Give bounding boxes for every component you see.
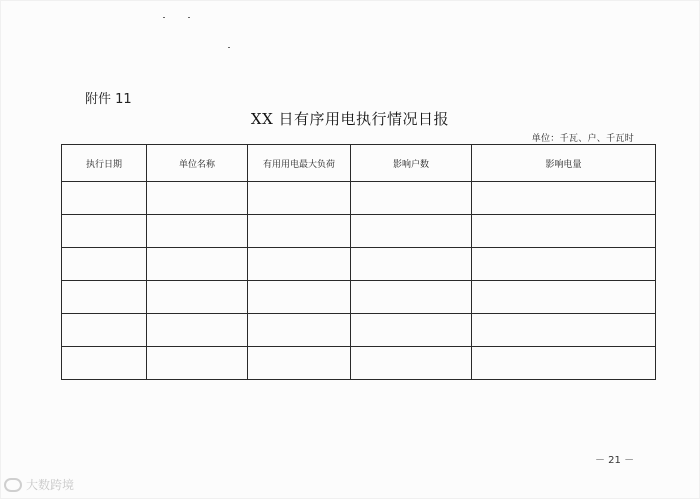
table-cell (147, 281, 248, 314)
table-row (62, 281, 656, 314)
header-execution-date: 执行日期 (62, 145, 147, 182)
unit-note: 单位：千瓦、户、千瓦时 (531, 134, 634, 144)
watermark (4, 476, 74, 493)
table-cell (62, 314, 147, 347)
table-cell (62, 182, 147, 215)
table-cell (351, 281, 472, 314)
header-max-load: 有用用电最大负荷 (248, 145, 351, 182)
table-cell (472, 281, 656, 314)
table-cell (62, 347, 147, 380)
table-cell (351, 215, 472, 248)
document-title: XX 日有序用电执行情况日报 (250, 110, 450, 128)
table-cell (62, 248, 147, 281)
scan-speck (228, 47, 230, 48)
table-cell (147, 215, 248, 248)
table-cell (147, 347, 248, 380)
header-affected-households: 影响户数 (351, 145, 472, 182)
table-cell (248, 248, 351, 281)
table-row (62, 215, 656, 248)
scan-speck (188, 17, 190, 18)
table-cell (351, 182, 472, 215)
watermark-logo-icon (4, 478, 22, 492)
table-cell (472, 347, 656, 380)
header-affected-energy: 影响电量 (472, 145, 656, 182)
table-cell (248, 182, 351, 215)
table-cell (472, 248, 656, 281)
table-cell (147, 248, 248, 281)
scan-speck (163, 17, 165, 18)
table-cell (351, 248, 472, 281)
watermark-text: 大数跨境 (26, 478, 75, 492)
table-cell (147, 182, 248, 215)
report-table (61, 144, 656, 380)
table-cell (351, 314, 472, 347)
table-cell (62, 281, 147, 314)
table-cell (248, 281, 351, 314)
table-cell (248, 347, 351, 380)
table-row (62, 347, 656, 380)
table-cell (351, 347, 472, 380)
page-number: － 21 － (595, 455, 635, 466)
table-row (62, 248, 656, 281)
table-cell (472, 182, 656, 215)
table-cell (248, 314, 351, 347)
table-row (62, 314, 656, 347)
table-cell (472, 314, 656, 347)
table-cell (147, 314, 248, 347)
header-unit-name: 单位名称 (147, 145, 248, 182)
table-row (62, 182, 656, 215)
attachment-label: 附件 11 (85, 92, 132, 107)
table-cell (472, 215, 656, 248)
table-cell (248, 215, 351, 248)
table-cell (62, 215, 147, 248)
table-header-row (62, 145, 656, 182)
